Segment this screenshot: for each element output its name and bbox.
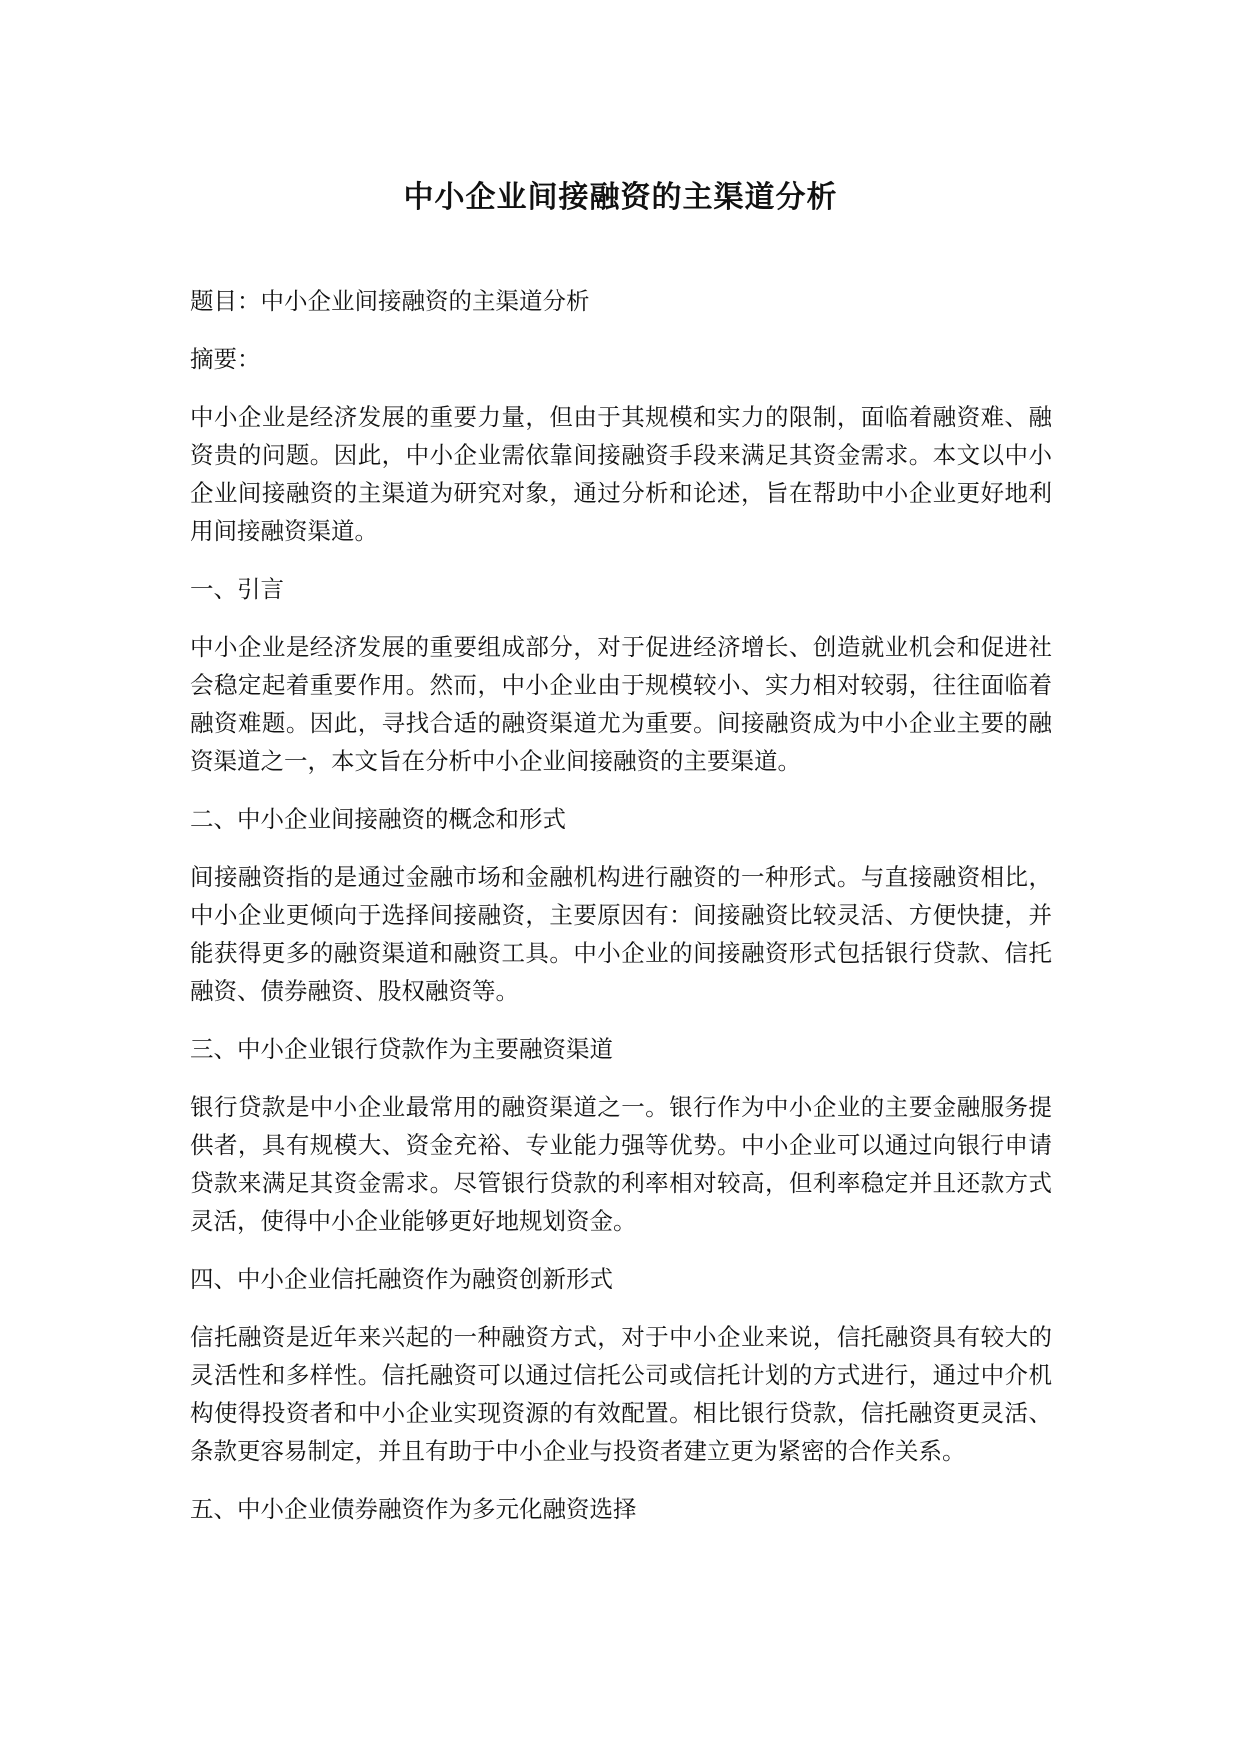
section-heading-1: 一、引言	[190, 575, 284, 603]
section-heading-4: 四、中小企业信托融资作为融资创新形式	[190, 1265, 613, 1293]
abstract-text: 中小企业是经济发展的重要力量，但由于其规模和实力的限制，面临着融资难、融资贵的问题。因此，中小企业需依靠间接融资手段来满足其资金需求。本文以中小企业间接融资的主渠道为研究对象，通过分析和论述，旨在帮助中小企业更好地利用间接融资渠道。	[190, 403, 1052, 545]
section-heading-2: 二、中小企业间接融资的概念和形式	[190, 805, 566, 833]
section-body-3: 银行贷款是中小企业最常用的融资渠道之一。银行作为中小企业的主要金融服务提供者，具有规模大、资金充裕、专业能力强等优势。中小企业可以通过向银行申请贷款来满足其资金需求。尽管银行贷款的利率相对较高，但利率稳定并且还款方式灵活，使得中小企业能够更好地规划资金。	[190, 1093, 1052, 1235]
document-title: 中小企业间接融资的主渠道分析	[403, 180, 838, 215]
document-body	[190, 282, 1052, 1548]
topic-line: 题目：中小企业间接融资的主渠道分析	[190, 287, 590, 315]
section-heading-5: 五、中小企业债券融资作为多元化融资选择	[190, 1495, 637, 1523]
section-heading-3: 三、中小企业银行贷款作为主要融资渠道	[190, 1035, 613, 1063]
abstract-label: 摘要：	[190, 345, 261, 373]
section-body-2: 间接融资指的是通过金融市场和金融机构进行融资的一种形式。与直接融资相比，中小企业更倾向于选择间接融资，主要原因有：间接融资比较灵活、方便快捷，并能获得更多的融资渠道和融资工具。中小企业的间接融资形式包括银行贷款、信托融资、债券融资、股权融资等。	[190, 863, 1052, 1005]
section-body-1: 中小企业是经济发展的重要组成部分，对于促进经济增长、创造就业机会和促进社会稳定起着重要作用。然而，中小企业由于规模较小、实力相对较弱，往往面临着融资难题。因此，寻找合适的融资渠道尤为重要。间接融资成为中小企业主要的融资渠道之一，本文旨在分析中小企业间接融资的主要渠道。	[190, 633, 1052, 775]
section-body-4: 信托融资是近年来兴起的一种融资方式，对于中小企业来说，信托融资具有较大的灵活性和多样性。信托融资可以通过信托公司或信托计划的方式进行，通过中介机构使得投资者和中小企业实现资源的有效配置。相比银行贷款，信托融资更灵活、条款更容易制定，并且有助于中小企业与投资者建立更为紧密的合作关系。	[190, 1323, 1052, 1465]
